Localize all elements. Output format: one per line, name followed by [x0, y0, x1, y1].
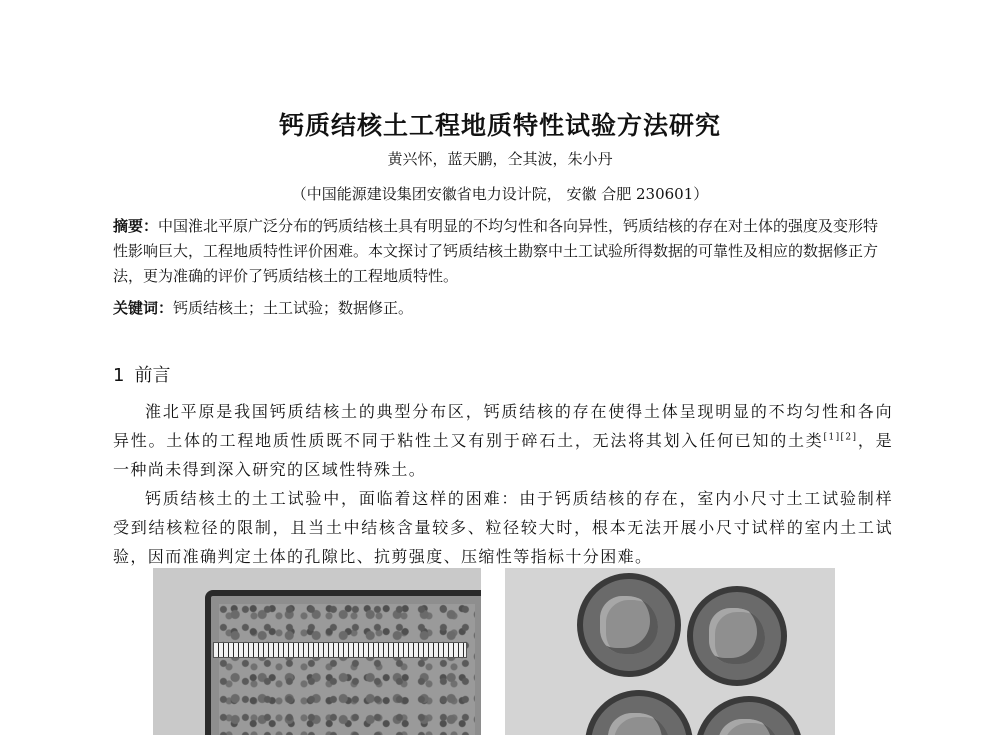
section-title: 前言 — [134, 365, 171, 386]
citation: [1][2] — [823, 432, 858, 443]
sample-cup — [577, 573, 681, 677]
keywords-label: 关键词： — [113, 299, 174, 317]
section-number: 1 — [113, 365, 125, 386]
section-heading — [113, 361, 170, 387]
sample-cup — [687, 586, 787, 686]
abstract-label: 摘要： — [113, 217, 159, 235]
paragraph-1-text: 淮北平原是我国钙质结核土的典型分布区，钙质结核的存在使得土体呈现明显的不均匀性和各向异性。土体的工程地质性质既不同于粘性土又有别于碎石土，无法将其划入任何已知的土类 — [113, 402, 893, 450]
abstract-text: 中国淮北平原广泛分布的钙质结核土具有明显的不均匀性和各向异性，钙质结核的存在对土体的强度及变形特性影响巨大，工程地质特性评价困难。本文探讨了钙质结核土勘察中土工试验所得数据的可靠性及相应的数据修正方法，更为准确的评价了钙质结核土的工程地质特性。 — [113, 217, 879, 285]
author-list: 黄兴怀，蓝天鹏，仝其波，朱小丹 — [387, 150, 613, 168]
ruler — [213, 642, 467, 658]
paper-title: 钙质结核土工程地质特性试验方法研究 — [278, 111, 721, 140]
paragraph-1-text-end: ，是一种尚未得到深入研究的区域性特殊土。 — [113, 431, 893, 479]
paragraph-2: 钙质结核土的土工试验中，面临着这样的困难：由于钙质结核的存在，室内小尺寸土工试验制样受到结核粒径的限制，且当土中结核含量较多、粒径较大时，根本无法开展小尺寸试样的室内土工试验，因而准确判定土体的孔隙比、抗剪强度、压缩性等指标十分困难。 — [113, 489, 893, 566]
paragraph-1 — [113, 397, 893, 484]
sample-cups-photo — [505, 568, 835, 735]
abstract — [113, 214, 883, 289]
keywords-text: 钙质结核土；土工试验；数据修正。 — [173, 299, 414, 317]
keywords — [113, 296, 883, 321]
body-text — [113, 397, 893, 571]
soil-tray-photo — [153, 568, 481, 735]
affiliation: （中国能源建设集团安徽省电力设计院， 安徽 合肥 230601） — [291, 185, 709, 203]
sample-tray — [205, 590, 481, 735]
sample-cup — [585, 690, 693, 735]
sample-cup — [695, 696, 803, 735]
